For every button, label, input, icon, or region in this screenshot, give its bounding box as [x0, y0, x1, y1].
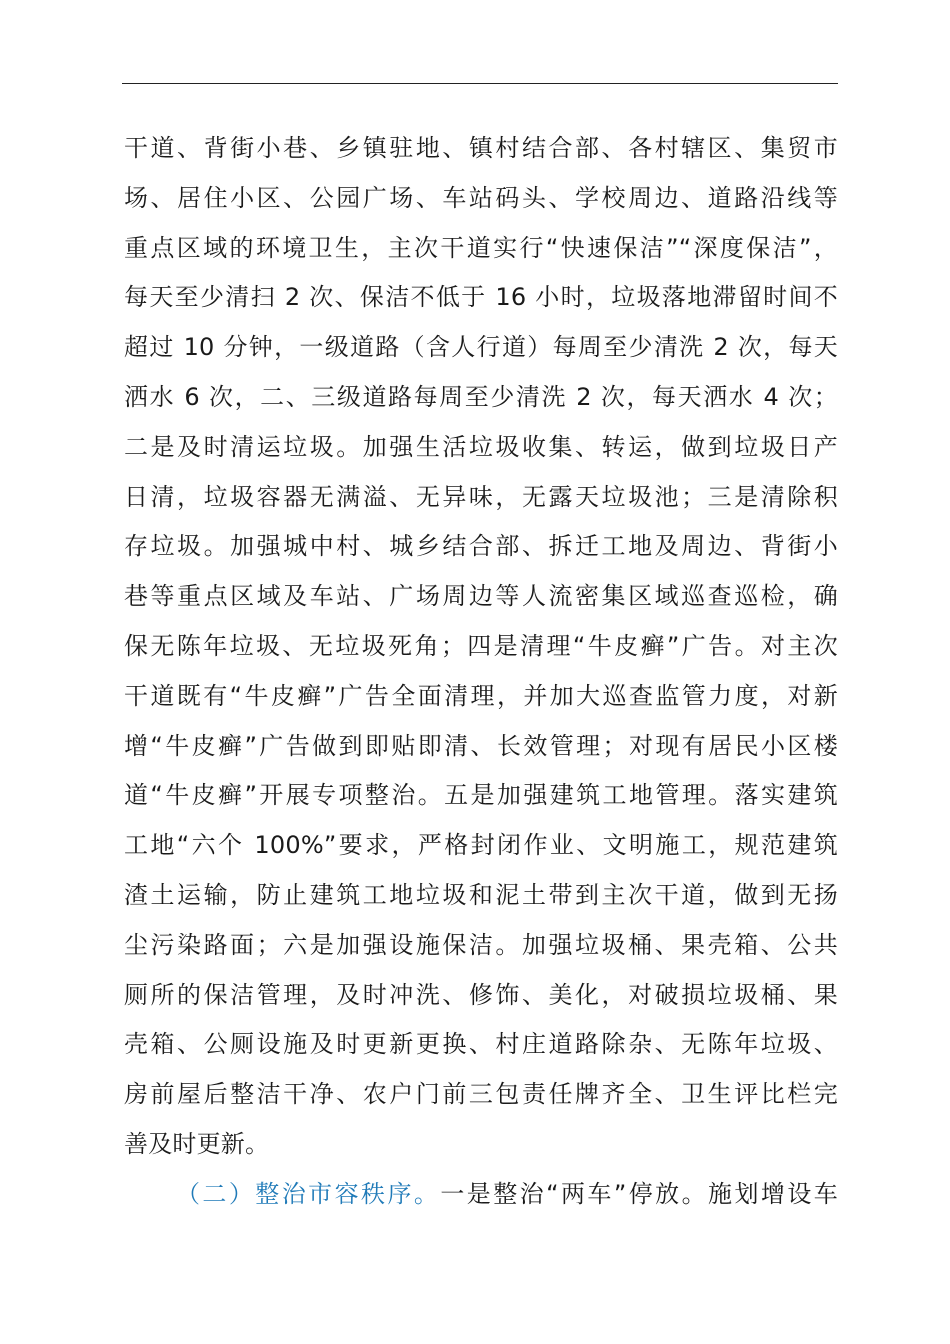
text-line: 每天至少清扫 2 次、保洁不低于 16 小时，垃圾落地滞留时间不 — [124, 283, 838, 312]
body-text — [124, 124, 838, 1220]
section-heading: （二）整治市容秩序。 — [176, 1179, 441, 1208]
text-line: 房前屋后整洁干净、农户门前三包责任牌齐全、卫生评比栏完 — [124, 1080, 838, 1109]
text-line: 重点区域的环境卫生，主次干道实行“快速保洁”“深度保洁”， — [124, 233, 838, 262]
text-line: 存垃圾。加强城中村、城乡结合部、拆迁工地及周边、背街小 — [124, 532, 838, 561]
text-line: 超过 10 分钟，一级道路（含人行道）每周至少清洗 2 次，每天 — [124, 333, 838, 362]
text-line: 二是及时清运垃圾。加强生活垃圾收集、转运，做到垃圾日产 — [124, 432, 838, 461]
text-line: 干道既有“牛皮癣”广告全面清理，并加大巡查监管力度，对新 — [124, 681, 838, 710]
text-line: 壳箱、公厕设施及时更新更换、村庄道路除杂、无陈年垃圾、 — [124, 1030, 838, 1059]
text-line: 道“牛皮癣”开展专项整治。五是加强建筑工地管理。落实建筑 — [124, 781, 838, 810]
text-line: 场、居住小区、公园广场、车站码头、学校周边、道路沿线等 — [124, 183, 838, 212]
text-line: 洒水 6 次，二、三级道路每周至少清洗 2 次，每天洒水 4 次； — [124, 382, 838, 411]
header-rule — [122, 83, 838, 84]
text-line: 厕所的保洁管理，及时冲洗、修饰、美化，对破损垃圾桶、果 — [124, 980, 838, 1009]
text-line: 渣土运输，防止建筑工地垃圾和泥土带到主次干道，做到无扬 — [124, 880, 838, 909]
text-line: 尘污染路面；六是加强设施保洁。加强垃圾桶、果壳箱、公共 — [124, 930, 838, 959]
text-line: 保无陈年垃圾、无垃圾死角；四是清理“牛皮癣”广告。对主次 — [124, 631, 838, 660]
text-line: 巷等重点区域及车站、广场周边等人流密集区域巡查巡检，确 — [124, 582, 838, 611]
text-line: 增“牛皮癣”广告做到即贴即清、长效管理；对现有居民小区楼 — [124, 731, 838, 760]
section-text: 一是整治“两车”停放。施划增设车 — [440, 1179, 838, 1208]
text-line: 日清，垃圾容器无满溢、无异味，无露天垃圾池；三是清除积 — [124, 482, 838, 511]
text-line: 干道、背街小巷、乡镇驻地、镇村结合部、各村辖区、集贸市 — [124, 134, 838, 162]
text-line: 工地“六个 100%”要求，严格封闭作业、文明施工，规范建筑 — [124, 831, 838, 860]
text-line: 善及时更新。 — [124, 1129, 270, 1158]
section-paragraph — [124, 1170, 838, 1220]
